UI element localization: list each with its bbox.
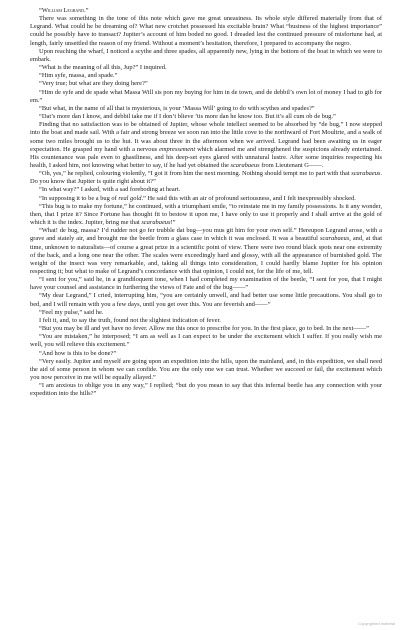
page-text-body — [30, 7, 382, 399]
paragraph: “But you may be ill and yet have no fever. Allow me this once to prescribe for you. In the first place, go to bed. In the next——” — [39, 325, 370, 333]
copyright-watermark: Copyrighted material — [358, 621, 395, 626]
paragraph: “I am anxious to oblige you in any way,” I replied; “but do you mean to say that this infernal beetle has any connection with your expedition into the hills?” — [30, 382, 382, 398]
signature-line: “William Legrand.” — [39, 7, 89, 14]
paragraph: “In supposing it to be a bug of real gold.” He said this with an air of profound seriousness, and I felt inexpressibly shocked. — [39, 194, 356, 202]
paragraph: “What is the meaning of all this, Jup?” I inquired. — [39, 64, 167, 72]
paragraph: “What! de bug, massa? I’d rudder not go fer trubble dat bug—you mus git him for your own self.” Hereupon Legrand arose, with a grave and stately air, and brought me the beetle from a glass case in which it was enclosed. It was a beautiful scarabaeus, and, at that time, unknown to naturalists—of course a great prize in a scientific point of view. There were two round black spots near one extremity of the back, and a long one near the other. The scales were exceedingly hard and glossy, with all the appearance of burnished gold. The weight of the insect was very remarkable, and, taking all things into consideration, I could hardly blame Jupiter for his opinion respecting it; but what to make of Legrand’s concordance with that opinion, I could not, for the life of me, tell. — [30, 227, 382, 275]
paragraph: Upon reaching the wharf, I noticed a scythe and three spades, all apparently new, lying in the bottom of the boat in which we were to embark. — [30, 47, 382, 63]
paragraph: I felt it, and, to say the truth, found not the slightest indication of fever. — [39, 316, 221, 324]
paragraph: “Him syfe, massa, and spade.” — [39, 72, 118, 80]
paragraph: Finding that no satisfaction was to be obtained of Jupiter, whose whole intellect seemed to be absorbed by “de bug,” I now stepped into the boat and made sail. With a fair and strong breeze we soon ran into the little cove to the northward of Fort Moultrie, and a walk of some two miles brought us to the hut. It was about three in the afternoon when we arrived. Legrand had been awaiting us in eager expectation. He grasped my hand with a nervous empressement which alarmed me and strengthened the suspicions already entertained. His countenance was pale even to ghastliness, and his deep-set eyes glared with unnatural lustre. After some inquiries respecting his health, I asked him, not knowing what better to say, if he had yet obtained the scarabaeus from Lieutenant G——. — [30, 121, 382, 169]
paragraph: “But what, in the name of all that is mysterious, is your ‘Massa Will’ going to do with scythes and spades?” — [39, 104, 315, 112]
paragraph: “Feel my pulse,” said he. — [39, 308, 104, 316]
paragraph: “And how is this to be done?” — [39, 349, 117, 357]
paragraph: “Oh, yes,” he replied, colouring violently, “I got it from him the next morning. Nothing should tempt me to part with that scarabaeus. Do you know that Jupiter is quite right about it?” — [30, 170, 382, 186]
paragraph: “Him de syfe and de spade what Massa Will sis pon my buying for him in de town, and de debbil’s own lot of money I had to gib for em.” — [30, 88, 382, 104]
paragraph: “I sent for you,” said he, in a grandiloquent tone, when I had completed my examination of the beetle, “I sent for you, that I might have your counsel and assistance in furthering the views of Fate and of the bug——” — [30, 276, 382, 292]
paragraph: “You are mistaken,” he interposed; “I am as well as I can expect to be under the excitement which I suffer. If you really wish me well, you will relieve this excitement.” — [30, 333, 382, 349]
paragraph: “In what way?” I asked, with a sad foreboding at heart. — [39, 186, 181, 194]
paragraph: There was something in the tone of this note which gave me great uneasiness. Its whole style differed materially from that of Legrand. What could he be dreaming of? What new crotchet possessed his excitable brain? What “business of the highest importance” could he possibly have to transact? Jupiter’s account of him boded no good. I dreaded lest the continued pressure of misfortune had, at length, fairly unsettled the reason of my friend. Without a moment’s hesitation, therefore, I prepared to accompany the negro. — [30, 15, 382, 47]
paragraph: “Dat’s more dan I know, and debbil take me if I don’t blieve ’tis more dan he know too. But it’s all cum ob de bug.” — [39, 113, 336, 121]
paragraph: “Very true; but what are they doing here?” — [39, 80, 148, 88]
paragraph: “My dear Legrand,” I cried, interrupting him, “you are certainly unwell, and had better use some little precautions. You shall go to bed, and I will remain with you a few days, until you get over this. You are feverish and——” — [30, 292, 382, 308]
paragraph: “Very easily. Jupiter and myself are going upon an expedition into the hills, upon the mainland, and, in this expedition, we shall need the aid of some person in whom we can confide. You are the only one we can trust. Whether we succeed or fail, the excitement which you now perceive in me will be equally allayed.” — [30, 357, 382, 382]
paragraph: “This bug is to make my fortune,” he continued, with a triumphant smile, “to reinstate me in my family possessions. Is it any wonder, then, that I prize it? Since Fortune has thought fit to bestow it upon me, I have only to use it properly and I shall arrive at the gold of which it is the index. Jupiter, bring me that scarabaeus!” — [30, 202, 382, 227]
